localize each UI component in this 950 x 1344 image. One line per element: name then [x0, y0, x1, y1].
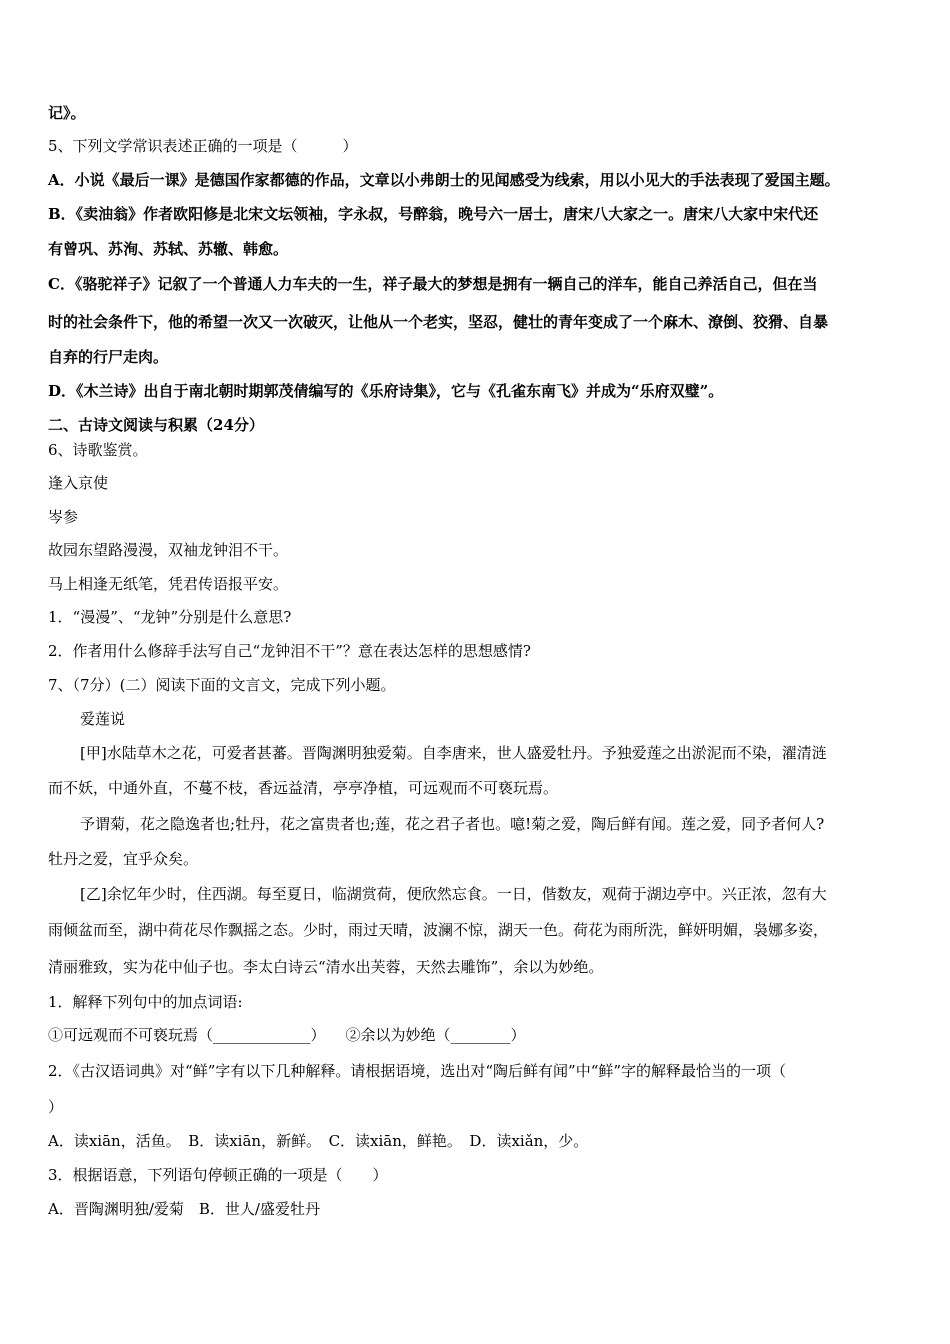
question-6-sub-1: 1．“漫漫”、“龙钟”分别是什么意思? [48, 608, 292, 626]
essay-paragraph: 予谓菊，花之隐逸者也;牡丹，花之富贵者也;莲，花之君子者也。噫!菊之爱，陶后鲜有闻。莲之爱，同予者何人? [80, 815, 825, 833]
essay-paragraph: [乙]余忆年少时，住西湖。每至夏日，临湖赏荷，便欣然忘食。一日，偕数友，观荷于湖边亭中。兴正浓，忽有大 [80, 885, 827, 903]
question-5-option-b-cont: 有曾巩、苏洵、苏轼、苏辙、韩愈。 [48, 240, 289, 258]
essay-paragraph-cont: 牡丹之爱，宜乎众矣。 [48, 850, 199, 868]
question-6-stem: 6、诗歌鉴赏。 [48, 441, 148, 459]
poem-author: 岑参 [48, 508, 79, 526]
question-6-sub-2: 2．作者用什么修辞手法写自己“龙钟泪不干”？意在表达怎样的思想感情? [48, 642, 531, 660]
blank-item: ①可远观而不可亵玩焉（_____________） [48, 1026, 326, 1044]
question-7-sub-2-cont: ） [48, 1098, 64, 1116]
question-5-option-c-cont: 时的社会条件下，他的希望一次又一次破灭，让他从一个老实，坚忍，健壮的青年变成了一个麻木、潦倒、狡猾、自暴 [48, 313, 829, 331]
question-7-sub-3: 3．根据语意，下列语句停顿正确的一项是（ ） [48, 1166, 388, 1184]
question-5-option-c: C．《骆驼祥子》记叙了一个普通人力车夫的一生，祥子最大的梦想是拥有一辆自己的洋车，能自己养活自己，但在当 [48, 275, 818, 293]
question-5-option-b: B．《卖油翁》作者欧阳修是北宋文坛领袖，字永叔，号醉翁，晚号六一居士，唐宋八大家之一。唐宋八大家中宋代还 [48, 205, 819, 223]
question-5-option-c-cont: 自弃的行尸走肉。 [48, 348, 169, 366]
question-7-sub-1: 1．解释下列句中的加点词语: [48, 993, 243, 1011]
question-7-stem: 7、（7分）(二）阅读下面的文言文，完成下列小题。 [48, 676, 396, 694]
essay-paragraph-cont: 雨倾盆而至，湖中荷花尽作飘摇之态。少时，雨过天晴，波澜不惊，湖天一色。荷花为雨所洗，鲜妍明媚，袅娜多姿， [48, 921, 829, 939]
question-5-stem: 5、下列文学常识表述正确的一项是（ ） [48, 137, 358, 155]
question-7-sub-2: 2．《古汉语词典》对“鲜”字有以下几种解释。请根据语境，选出对“陶后鲜有闻”中“鲜”字的解释最恰当的一项（ [48, 1062, 787, 1080]
question-5-option-a: A．小说《最后一课》是德国作家都德的作品，文章以小弗朗士的见闻感受为线索，用以小见大的手法表现了爱国主题。 [48, 171, 840, 189]
text-line: 记》。 [48, 104, 86, 122]
essay-paragraph: [甲]水陆草木之花，可爱者甚蕃。晋陶渊明独爱菊。自李唐来，世人盛爱牡丹。予独爱莲之出淤泥而不染，濯清涟 [80, 744, 827, 762]
essay-title: 爱莲说 [80, 710, 126, 728]
essay-paragraph-cont: 而不妖，中通外直，不蔓不枝，香远益清，亭亭净植，可远观而不可亵玩焉。 [48, 779, 559, 797]
poem-line: 马上相逢无纸笔，凭君传语报平安。 [48, 575, 289, 593]
poem-line: 故园东望路漫漫，双袖龙钟泪不干。 [48, 541, 289, 559]
blank-item: ②余以为妙绝（________） [345, 1026, 526, 1044]
section-heading: 二、古诗文阅读与积累（24分） [48, 416, 264, 434]
question-7-sub-3-options: A．晋陶渊明独/爱菊 B．世人/盛爱牡丹 [48, 1200, 320, 1218]
question-7-sub-1-items [48, 1025, 526, 1045]
question-5-option-d: D．《木兰诗》出自于南北朝时期郭茂倩编写的《乐府诗集》，它与《孔雀东南飞》并成为“乐府双璧”。 [48, 382, 724, 400]
essay-paragraph-cont: 清丽雅致，实为花中仙子也。李太白诗云“清水出芙蓉，天然去雕饰”，余以为妙绝。 [48, 958, 604, 976]
question-7-sub-2-options: A．读xiān，活鱼。 B．读xiān，新鲜。 C．读xiān，鲜艳。 D．读xiǎn，少。 [48, 1132, 589, 1150]
poem-title: 逢入京使 [48, 474, 109, 492]
